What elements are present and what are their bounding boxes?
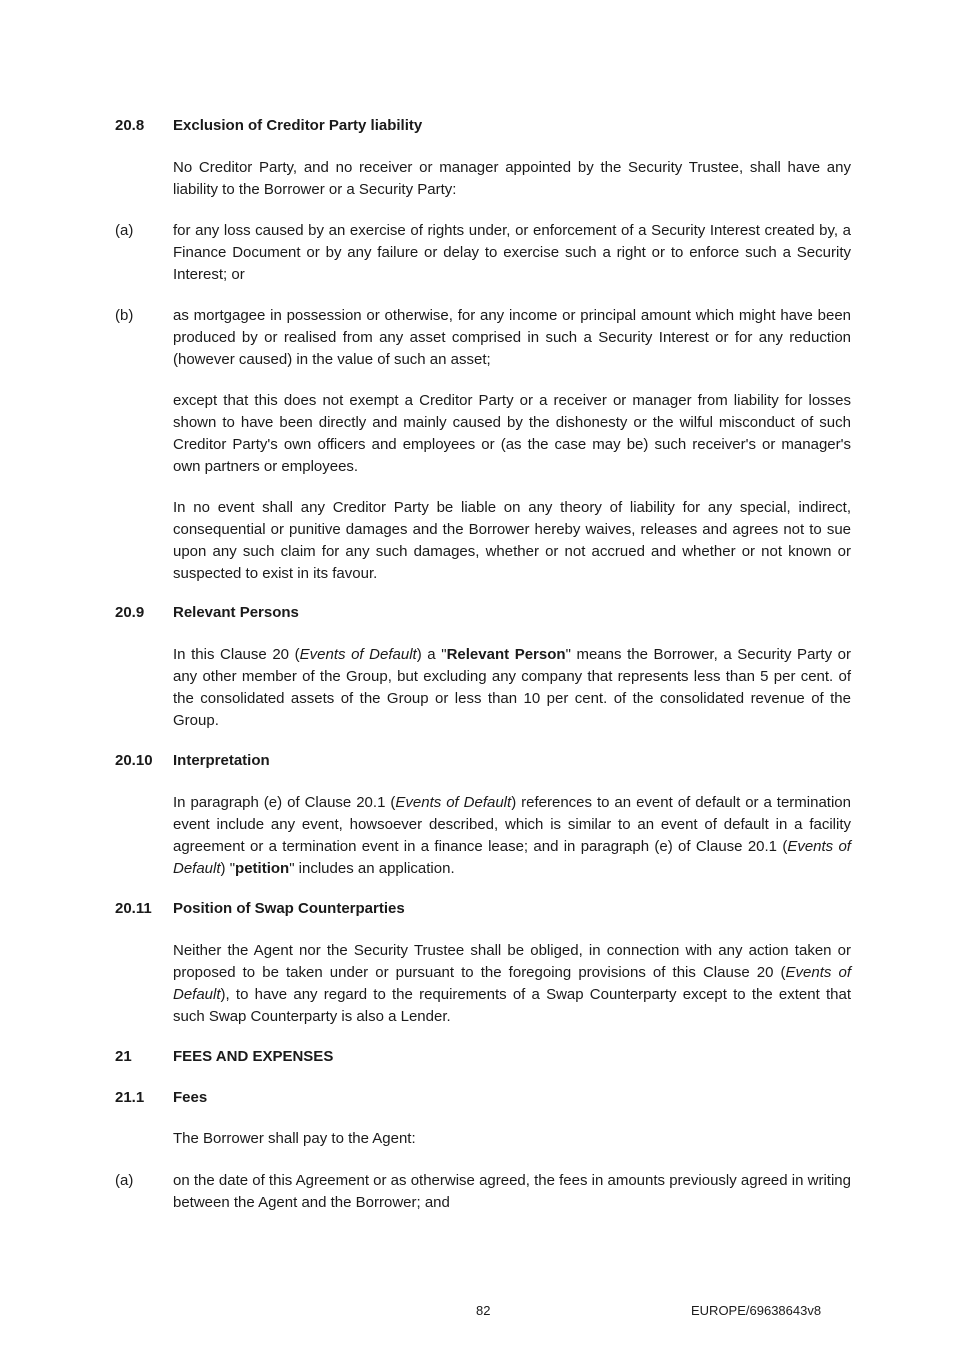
paragraph-20-11: Neither the Agent nor the Security Trustee shall be obliged, in connection with any action taken or proposed to be taken under or pursuant to the foregoing provisions of this Clause 20 (Events of Default), to have any regard to the requirements of a Swap Counterparty except to the extent that such Swap Counterparty is also a Lender. xyxy=(173,942,851,1025)
section-title-21-1: Fees xyxy=(173,1089,208,1106)
list-label-20-8-a: (a) xyxy=(115,222,134,239)
section-number-20-9: 20.9 xyxy=(115,604,145,621)
paragraph-21-1-intro: The Borrower shall pay to the Agent: xyxy=(173,1130,416,1147)
section-number-21-1: 21.1 xyxy=(115,1089,145,1106)
list-item-20-8-b: as mortgagee in possession or otherwise, for any income or principal amount which might have been produced by or realised from any asset comprised in such a Security Interest or for any reduction (however caused) in the value of such an asset; xyxy=(173,307,851,368)
section-number-20-11: 20.11 xyxy=(115,900,152,917)
section-title-20-9: Relevant Persons xyxy=(173,604,299,621)
section-number-20-8: 20.8 xyxy=(115,117,145,134)
page-number: 82 xyxy=(476,1303,491,1318)
section-title-20-11: Position of Swap Counterparties xyxy=(173,900,405,917)
list-label-21-1-a: (a) xyxy=(115,1172,134,1189)
paragraph-20-10: In paragraph (e) of Clause 20.1 (Events of Default) references to an event of default or a termination event include any event, howsoever described, which is similar to an event of default in a facility agreement or a termination event in a finance lease; and in paragraph (e) of Clause 20.1 (Events of Default) "petition" includes an application. xyxy=(173,794,851,877)
paragraph-20-8-intro: No Creditor Party, and no receiver or manager appointed by the Security Trustee, shall have any liability to the Borrower or a Security Party: xyxy=(173,159,851,198)
clause-number-21: 21 xyxy=(115,1048,132,1065)
section-number-20-10: 20.10 xyxy=(115,752,153,769)
clause-title-21: FEES AND EXPENSES xyxy=(173,1048,334,1065)
paragraph-20-8-no-event: In no event shall any Creditor Party be liable on any theory of liability for any special, indirect, consequential or punitive damages and the Borrower hereby waives, releases and agrees not to sue upon any such claim for any such damages, whether or not accrued and whether or not known or suspected to exist in its favour. xyxy=(173,499,851,582)
list-item-20-8-a: for any loss caused by an exercise of rights under, or enforcement of a Security Interest created by, a Finance Document or by any failure or delay to exercise such a right or to enforce such a Security Interest; or xyxy=(173,222,851,283)
section-title-20-10: Interpretation xyxy=(173,752,270,769)
list-label-20-8-b: (b) xyxy=(115,307,134,324)
paragraph-20-9: In this Clause 20 (Events of Default) a "Relevant Person" means the Borrower, a Security Party or any other member of the Group, but excluding any company that represents less than 5 per cent. of the consolidated assets of the Group or less than 10 per cent. of the consolidated revenue of the Group. xyxy=(173,646,852,729)
list-item-21-1-a: on the date of this Agreement or as otherwise agreed, the fees in amounts previously agreed in writing between the Agent and the Borrower; and xyxy=(173,1172,851,1211)
section-title-20-8: Exclusion of Creditor Party liability xyxy=(173,117,423,134)
paragraph-20-8-except: except that this does not exempt a Creditor Party or a receiver or manager from liability for losses shown to have been directly and mainly caused by the dishonesty or the wilful misconduct of such Creditor Party's own officers and employees or (as the case may be) such receiver's or manager's own partners or employees. xyxy=(173,392,851,475)
document-reference: EUROPE/69638643v8 xyxy=(691,1303,822,1318)
